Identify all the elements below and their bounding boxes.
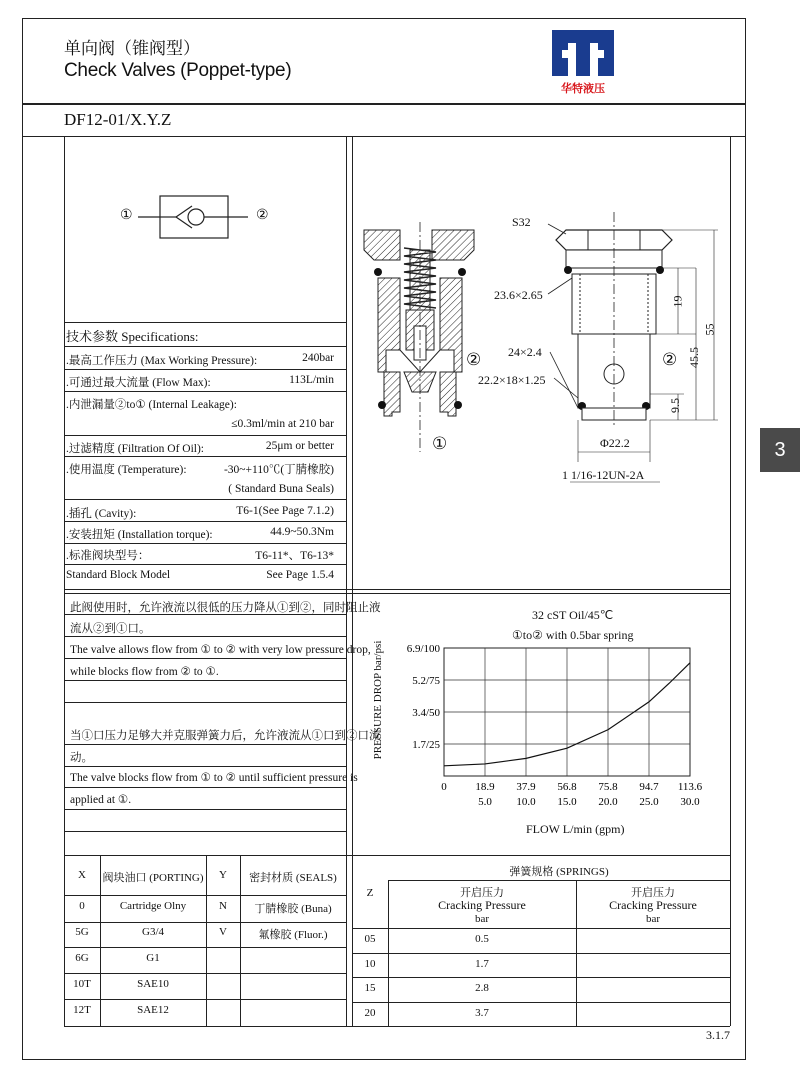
desc-rule bbox=[64, 787, 346, 788]
springs-title: 弹簧规格 (SPRINGS) bbox=[509, 866, 609, 878]
center-divider bbox=[346, 136, 347, 1026]
spec-line bbox=[64, 369, 346, 370]
porting-cell: 氟橡胶 (Fluor.) bbox=[258, 929, 328, 941]
check-valve-symbol bbox=[120, 190, 280, 250]
porting-header: X bbox=[78, 869, 86, 881]
porting-cell: Cartridge Olny bbox=[119, 900, 187, 912]
dim-port-2: ② bbox=[662, 350, 678, 370]
main-left-border bbox=[64, 136, 65, 1026]
x-tick-label-gpm: 10.0 bbox=[516, 796, 536, 808]
spec-label: .内泄漏量②to① (Internal Leakage): bbox=[66, 399, 237, 411]
spring-cell: 2.8 bbox=[475, 982, 489, 994]
spring-cell: 15 bbox=[364, 982, 376, 994]
spec-value: 25μm or better bbox=[265, 440, 334, 452]
desc-rule bbox=[64, 702, 346, 703]
springs-col-cn: 开启压力 bbox=[460, 887, 504, 899]
desc-line: The valve allows flow from ① to ② with very low pressure drop, bbox=[70, 644, 371, 656]
dim-oring-2: 24×2.4 bbox=[508, 345, 542, 359]
y-tick-label: 5.2/75 bbox=[412, 675, 440, 687]
tbl-row bbox=[64, 922, 346, 923]
porting-cell: 6G bbox=[75, 952, 89, 964]
spec-value: T6-11*、T6-13* bbox=[255, 550, 334, 562]
porting-cell: SAE12 bbox=[137, 1004, 169, 1016]
desc-line: The valve blocks flow from ① to ② until sufficient pressure is bbox=[70, 772, 358, 784]
section-port-1: ① bbox=[432, 434, 448, 454]
page-number: 3.1.7 bbox=[706, 1028, 730, 1042]
x-tick-label-gpm: 20.0 bbox=[598, 796, 618, 808]
spec-value: -30~+110℃(丁腈橡胶) bbox=[223, 464, 334, 476]
porting-header: 密封材质 (SEALS) bbox=[249, 872, 337, 884]
dim-9-5: 9.5 bbox=[668, 398, 682, 413]
section-tab[interactable]: 3 bbox=[760, 428, 800, 472]
y-tick-label: 6.9/100 bbox=[406, 643, 440, 655]
spec-line bbox=[64, 564, 346, 565]
desc-rule bbox=[64, 614, 346, 615]
spr-row bbox=[388, 880, 730, 881]
x-tick-label: 56.8 bbox=[557, 781, 577, 793]
desc-line: 动。 bbox=[70, 752, 93, 764]
spring-cell: 10 bbox=[364, 958, 376, 970]
title-cn: 单向阀（锥阀型） bbox=[64, 39, 200, 59]
porting-header: Y bbox=[219, 869, 227, 881]
title-en: Check Valves (Poppet-type) bbox=[64, 60, 292, 81]
spec-value: 44.9~50.3Nm bbox=[270, 526, 334, 538]
spec-value: 240bar bbox=[302, 352, 334, 364]
springs-z-header: Z bbox=[366, 887, 374, 899]
springs-col2-cn: 开启压力 bbox=[631, 887, 675, 899]
spec-label: .安装扭矩 (Installation torque): bbox=[66, 529, 213, 541]
spr-row bbox=[352, 1002, 730, 1003]
x-tick-label-gpm: 15.0 bbox=[557, 796, 577, 808]
logo-text: 华特液压 bbox=[561, 82, 605, 95]
porting-cell: G1 bbox=[146, 952, 160, 964]
spec-label: .标准阀块型号： bbox=[66, 550, 150, 562]
spec-value: T6-1(See Page 7.1.2) bbox=[236, 505, 334, 517]
spec-value: ≤0.3ml/min at 210 bar bbox=[231, 418, 334, 430]
dim-thread: 22.2×18×1.25 bbox=[478, 373, 546, 387]
springs-col-unit: bar bbox=[474, 913, 490, 925]
springs-col-en: Cracking Pressure bbox=[438, 898, 526, 912]
table-divider bbox=[64, 855, 730, 856]
model-divider bbox=[22, 136, 746, 137]
dim-bottom-thread: 1 1/16-12UN-2A bbox=[562, 468, 645, 482]
spr-row bbox=[352, 928, 730, 929]
model-code: DF12-01/X.Y.Z bbox=[64, 110, 172, 129]
mid-divider bbox=[64, 589, 730, 590]
spec-line bbox=[64, 391, 346, 392]
spring-cell: 3.7 bbox=[475, 1007, 489, 1019]
spring-cell: 05 bbox=[364, 933, 376, 945]
spring-cell: 1.7 bbox=[475, 958, 489, 970]
desc-line: 当①口压力足够大并克服弹簧力后，允许液流从①口到②口流 bbox=[70, 730, 381, 742]
spec-label: .最高工作压力 (Max Working Pressure): bbox=[66, 355, 258, 367]
porting-cell: 5G bbox=[75, 926, 89, 938]
mid-divider-2 bbox=[64, 593, 730, 594]
desc-rule bbox=[64, 766, 346, 767]
porting-cell: V bbox=[219, 926, 227, 938]
spring-cell: 20 bbox=[364, 1007, 376, 1019]
spec-line bbox=[64, 543, 346, 544]
spec-heading: 技术参数 Specifications: bbox=[66, 329, 199, 344]
porting-cell: 0 bbox=[79, 900, 85, 912]
x-tick-label: 18.9 bbox=[475, 781, 495, 793]
porting-cell: SAE10 bbox=[137, 978, 169, 990]
x-tick-label: 113.6 bbox=[677, 781, 703, 793]
spring-cell: 0.5 bbox=[475, 933, 489, 945]
spec-label: .插孔 (Cavity): bbox=[66, 508, 137, 520]
chart-subtitle: ①to② with 0.5bar spring bbox=[512, 628, 634, 642]
section-port-2: ② bbox=[466, 350, 482, 370]
pressure-drop-chart bbox=[352, 600, 732, 840]
x-tick-label: 0 bbox=[441, 781, 447, 793]
desc-rule bbox=[64, 680, 346, 681]
dim-oring-1: 23.6×2.65 bbox=[494, 288, 543, 302]
springs-col2-unit: bar bbox=[645, 913, 661, 925]
desc-line: applied at ①. bbox=[70, 794, 132, 806]
tbl-row bbox=[64, 947, 346, 948]
symbol-port-1: ① bbox=[120, 207, 133, 223]
spec-value: See Page 1.5.4 bbox=[266, 569, 334, 581]
main-bottom-border bbox=[64, 1026, 730, 1027]
x-tick-label-gpm: 25.0 bbox=[639, 796, 659, 808]
symbol-port-2: ② bbox=[256, 207, 269, 223]
main-right-border bbox=[730, 136, 731, 1026]
porting-cell: 10T bbox=[73, 978, 91, 990]
desc-line: 流从②到①口。 bbox=[70, 623, 151, 635]
dim-19: 19 bbox=[670, 295, 685, 308]
x-tick-label-gpm: 5.0 bbox=[478, 796, 492, 808]
x-tick-label: 75.8 bbox=[598, 781, 618, 793]
valve-section-drawing bbox=[356, 222, 484, 458]
desc-rule bbox=[64, 658, 346, 659]
spec-label: .过滤精度 (Filtration Of Oil): bbox=[66, 443, 204, 455]
tbl-row bbox=[64, 973, 346, 974]
porting-cell: G3/4 bbox=[142, 926, 164, 938]
spec-line bbox=[64, 346, 346, 347]
chart-xlabel: FLOW L/min (gpm) bbox=[526, 822, 625, 836]
y-tick-label: 3.4/50 bbox=[412, 707, 440, 719]
desc-rule bbox=[64, 809, 346, 810]
spec-label: .可通过最大流量 (Flow Max): bbox=[66, 377, 211, 389]
porting-cell: 丁腈橡胶 (Buna) bbox=[254, 903, 332, 915]
spr-row bbox=[352, 953, 730, 954]
spec-line bbox=[64, 499, 346, 500]
dim-diameter: Φ22.2 bbox=[600, 436, 630, 450]
desc-rule bbox=[64, 636, 346, 637]
spec-top-line bbox=[64, 322, 346, 323]
x-tick-label: 37.9 bbox=[516, 781, 536, 793]
x-tick-label-gpm: 30.0 bbox=[680, 796, 700, 808]
y-tick-label: 1.7/25 bbox=[412, 739, 440, 751]
spec-value: 113L/min bbox=[289, 374, 334, 386]
desc-line: 此阀使用时，允许液流以很低的压力降从①到②，同时阻止液 bbox=[70, 602, 381, 614]
desc-rule bbox=[64, 744, 346, 745]
springs-col2-en: Cracking Pressure bbox=[609, 898, 697, 912]
porting-cell: 12T bbox=[73, 1004, 91, 1016]
spec-line bbox=[64, 521, 346, 522]
dim-hex: S32 bbox=[512, 215, 531, 229]
porting-cell: N bbox=[219, 900, 227, 912]
chart-title: 32 cST Oil/45℃ bbox=[532, 608, 614, 622]
chart-ylabel: PRESSURE DROP bar/psi bbox=[372, 640, 384, 760]
desc-rule bbox=[64, 831, 346, 832]
spec-label: .使用温度 (Temperature): bbox=[66, 464, 187, 476]
spec-value: ( Standard Buna Seals) bbox=[228, 483, 334, 495]
spec-line bbox=[64, 435, 346, 436]
spr-row bbox=[352, 977, 730, 978]
porting-header: 阀块油口 (PORTING) bbox=[102, 872, 204, 884]
spec-line bbox=[64, 456, 346, 457]
tbl-row bbox=[64, 895, 346, 896]
tbl-row bbox=[64, 999, 346, 1000]
spec-label: Standard Block Model bbox=[66, 569, 171, 581]
dim-45-5: 45.5 bbox=[687, 347, 701, 368]
x-tick-label: 94.7 bbox=[639, 781, 659, 793]
desc-line: while blocks flow from ② to ①. bbox=[70, 666, 219, 678]
dim-55: 55 bbox=[702, 323, 717, 336]
header-divider bbox=[22, 103, 746, 105]
company-logo bbox=[548, 26, 618, 100]
